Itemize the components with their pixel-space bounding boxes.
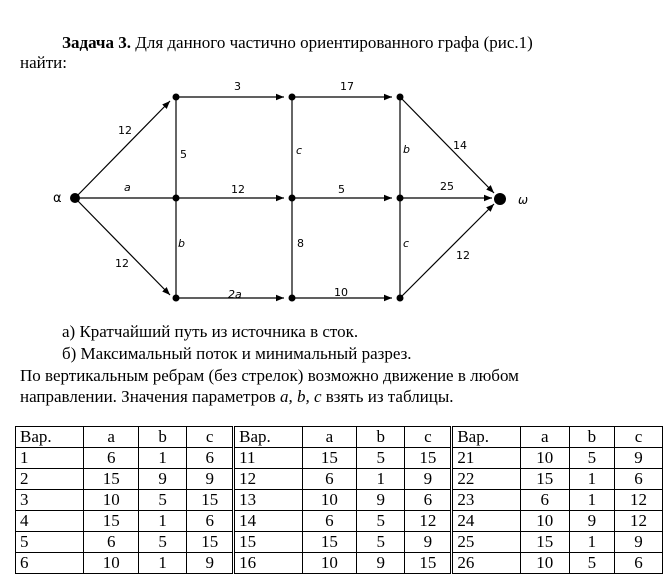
edge-label: 12 [456, 249, 470, 262]
variants-table [15, 426, 663, 574]
table-cell: 9 [357, 490, 405, 511]
table-cell: 4 [16, 511, 84, 532]
table-cell: 10 [84, 553, 138, 574]
edge-label: 17 [340, 80, 354, 93]
table-cell: 15 [234, 532, 303, 553]
table-cell: 2 [16, 469, 84, 490]
table-header-cell: Вар. [16, 427, 84, 448]
table-cell: 22 [452, 469, 521, 490]
table-cell: 23 [452, 490, 521, 511]
table-row [16, 490, 663, 511]
edge-label: 12 [115, 257, 129, 270]
label-alpha: α [53, 191, 62, 206]
task-title-text: Для данного частично ориентированного графа (рис.1) [130, 33, 533, 52]
table-cell: 6 [615, 469, 663, 490]
note-line1: По вертикальным ребрам (без стрелок) возможно движение в любом [20, 366, 519, 385]
table-cell: 12 [405, 511, 452, 532]
edge-label: 10 [334, 286, 348, 299]
table-cell: 24 [452, 511, 521, 532]
node-top-1 [173, 94, 180, 101]
table-cell: 12 [615, 490, 663, 511]
edge-label: 12 [118, 124, 132, 137]
table-cell: 13 [234, 490, 303, 511]
table-cell: 15 [302, 532, 356, 553]
table-cell: 1 [357, 469, 405, 490]
table-cell: 10 [520, 511, 569, 532]
table-cell: 9 [187, 553, 234, 574]
table-cell: 6 [302, 469, 356, 490]
table-row [16, 469, 663, 490]
node-mid-3 [397, 195, 404, 202]
table-cell: 1 [138, 448, 186, 469]
table-cell: 15 [84, 469, 138, 490]
node-mid-2 [289, 195, 296, 202]
task-title-line2: найти: [20, 53, 67, 72]
edge-top-to-omega [400, 97, 494, 193]
task-title [20, 33, 533, 53]
table-header-cell: b [569, 427, 614, 448]
table-cell: 10 [302, 553, 356, 574]
table-cell: 16 [234, 553, 303, 574]
table-header-cell: a [84, 427, 138, 448]
table-row [16, 448, 663, 469]
edge-label: c [296, 144, 303, 157]
table-header-row [16, 427, 663, 448]
edge-label: 8 [297, 237, 304, 250]
note-line2-post: взять из таблицы. [321, 387, 454, 406]
table-cell: 9 [615, 448, 663, 469]
table-cell: 1 [16, 448, 84, 469]
table-cell: 1 [138, 511, 186, 532]
table-cell: 15 [405, 553, 452, 574]
table-cell: 6 [84, 532, 138, 553]
edge-label: c [403, 237, 410, 250]
note-line2 [20, 387, 454, 407]
table-cell: 6 [84, 448, 138, 469]
table-cell: 5 [16, 532, 84, 553]
table-header-cell: b [357, 427, 405, 448]
table-cell: 6 [187, 511, 234, 532]
table-header-cell: a [520, 427, 569, 448]
table-cell: 9 [615, 532, 663, 553]
table-cell: 6 [615, 553, 663, 574]
table-cell: 1 [138, 553, 186, 574]
table-cell: 3 [16, 490, 84, 511]
table-cell: 25 [452, 532, 521, 553]
edge-label: b [178, 237, 185, 250]
node-mid-1 [173, 195, 180, 202]
note-line2-pre: направлении. Значения параметров [20, 387, 280, 406]
table-cell: 10 [520, 448, 569, 469]
edge-label: 25 [440, 180, 454, 193]
table-cell: 9 [405, 532, 452, 553]
table-header-cell: c [405, 427, 452, 448]
table-cell: 5 [569, 553, 614, 574]
table-cell: 10 [84, 490, 138, 511]
table-header-cell: c [187, 427, 234, 448]
edge-label: 2a [228, 288, 242, 301]
table-header-cell: c [615, 427, 663, 448]
table-cell: 9 [569, 511, 614, 532]
label-omega: ω [518, 193, 529, 207]
table-header-cell: Вар. [234, 427, 303, 448]
table-cell: 10 [302, 490, 356, 511]
table-cell: 12 [234, 469, 303, 490]
table-cell: 6 [16, 553, 84, 574]
table-cell: 9 [138, 469, 186, 490]
edge-label: a [124, 181, 131, 194]
table-cell: 15 [405, 448, 452, 469]
table-cell: 21 [452, 448, 521, 469]
table-header-cell: a [302, 427, 356, 448]
node-top-3 [397, 94, 404, 101]
task-number: Задача 3. [62, 33, 131, 52]
edge-alpha-up [75, 101, 170, 198]
edge-label: 14 [453, 139, 467, 152]
table-cell: 10 [520, 553, 569, 574]
edge-label: 5 [338, 183, 345, 196]
node-alpha [70, 193, 80, 203]
table-cell: 9 [405, 469, 452, 490]
node-bot-3 [397, 295, 404, 302]
table-cell: 15 [520, 469, 569, 490]
edge-label: 5 [180, 148, 187, 161]
table-cell: 15 [302, 448, 356, 469]
table-header-cell: Вар. [452, 427, 521, 448]
table-cell: 9 [187, 469, 234, 490]
table-cell: 9 [357, 553, 405, 574]
node-top-2 [289, 94, 296, 101]
table-cell: 1 [569, 532, 614, 553]
table-row [16, 532, 663, 553]
table-cell: 5 [138, 490, 186, 511]
table-row [16, 511, 663, 532]
table-cell: 15 [84, 511, 138, 532]
table-cell: 14 [234, 511, 303, 532]
table-cell: 5 [357, 532, 405, 553]
table-row [16, 553, 663, 574]
table-cell: 26 [452, 553, 521, 574]
table-cell: 6 [302, 511, 356, 532]
edge-label: 12 [231, 183, 245, 196]
table-cell: 6 [187, 448, 234, 469]
table-cell: 15 [187, 490, 234, 511]
table-cell: 5 [357, 448, 405, 469]
node-omega [494, 193, 506, 205]
table-cell: 5 [138, 532, 186, 553]
note-params: a, b, c [279, 387, 322, 406]
table-cell: 6 [405, 490, 452, 511]
edge-alpha-down [75, 198, 170, 295]
node-bot-2 [289, 295, 296, 302]
edge-bot-to-omega [400, 204, 494, 298]
table-cell: 15 [520, 532, 569, 553]
table-cell: 6 [520, 490, 569, 511]
table-cell: 5 [357, 511, 405, 532]
table-cell: 11 [234, 448, 303, 469]
table-cell: 15 [187, 532, 234, 553]
table-header-cell: b [138, 427, 186, 448]
table-cell: 12 [615, 511, 663, 532]
edge-label: b [403, 143, 410, 156]
table-cell: 1 [569, 469, 614, 490]
item-a: а) Кратчайший путь из источника в сток. [62, 322, 359, 341]
table-cell: 5 [569, 448, 614, 469]
graph-figure [0, 60, 663, 322]
node-bot-1 [173, 295, 180, 302]
item-b: б) Максимальный поток и минимальный разрез. [62, 344, 412, 363]
edge-label: 3 [234, 80, 241, 93]
table-cell: 1 [569, 490, 614, 511]
